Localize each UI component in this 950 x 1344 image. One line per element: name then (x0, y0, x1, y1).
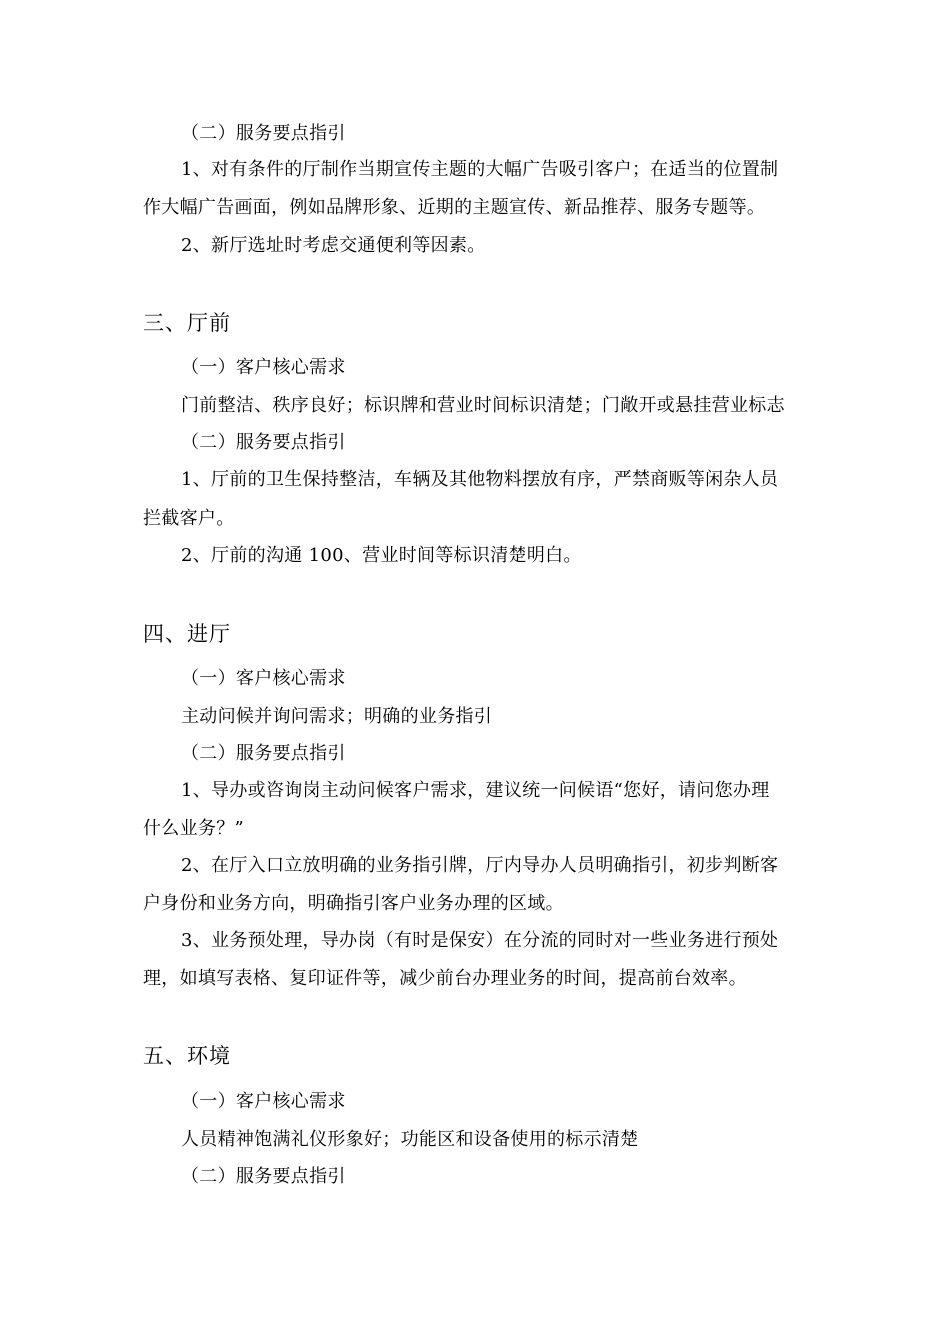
paragraph-line: 1、厅前的卫生保持整洁，车辆及其他物料摆放有序，严禁商贩等闲杂人员 (181, 469, 779, 490)
paragraph-line: 主动问候并询问需求；明确的业务指引 (181, 706, 493, 727)
paragraph-line: 人员精神饱满礼仪形象好；功能区和设备使用的标示清楚 (181, 1129, 639, 1150)
paragraph-line: 2、在厅入口立放明确的业务指引牌，厅内导办人员明确指引，初步判断客 (181, 855, 779, 876)
paragraph-line: 户身份和业务方向，明确指引客户业务办理的区域。 (143, 893, 564, 914)
subsection-title-service-guide: （二）服务要点指引 (181, 1166, 346, 1187)
subsection-title-service-guide: （二）服务要点指引 (181, 432, 346, 453)
section-heading-hall-front: 三、厅前 (143, 311, 231, 335)
paragraph-line: 3、业务预处理，导办岗（有时是保安）在分流的同时对一些业务进行预处 (181, 930, 779, 951)
paragraph-line: 门前整洁、秩序良好；标识牌和营业时间标识清楚；门敞开或悬挂营业标志 (181, 395, 785, 416)
paragraph-line: 2、新厅选址时考虑交通便利等因素。 (181, 235, 486, 256)
paragraph-line: 什么业务？” (143, 818, 245, 839)
paragraph-line: 理，如填写表格、复印证件等，减少前台办理业务的时间，提高前台效率。 (143, 968, 747, 989)
paragraph-line: 作大幅广告画面，例如品牌形象、近期的主题宣传、新品推荐、服务专题等。 (143, 197, 766, 218)
subsection-title-customer-needs: （一）客户核心需求 (181, 357, 346, 378)
paragraph-line: 2、厅前的沟通 100、营业时间等标识清楚明白。 (181, 545, 582, 566)
subsection-title-customer-needs: （一）客户核心需求 (181, 668, 346, 689)
paragraph-line: 拦截客户。 (143, 508, 235, 529)
subsection-title-service-guide: （二）服务要点指引 (181, 123, 346, 144)
paragraph-line: 1、导办或咨询岗主动问候客户需求，建议统一问候语“您好，请问您办理 (181, 780, 770, 801)
section-heading-environment: 五、环境 (143, 1044, 231, 1068)
subsection-title-service-guide: （二）服务要点指引 (181, 743, 346, 764)
section-heading-entering-hall: 四、进厅 (143, 622, 231, 646)
subsection-title-customer-needs: （一）客户核心需求 (181, 1091, 346, 1112)
paragraph-line: 1、对有条件的厅制作当期宣传主题的大幅广告吸引客户；在适当的位置制 (181, 159, 779, 180)
